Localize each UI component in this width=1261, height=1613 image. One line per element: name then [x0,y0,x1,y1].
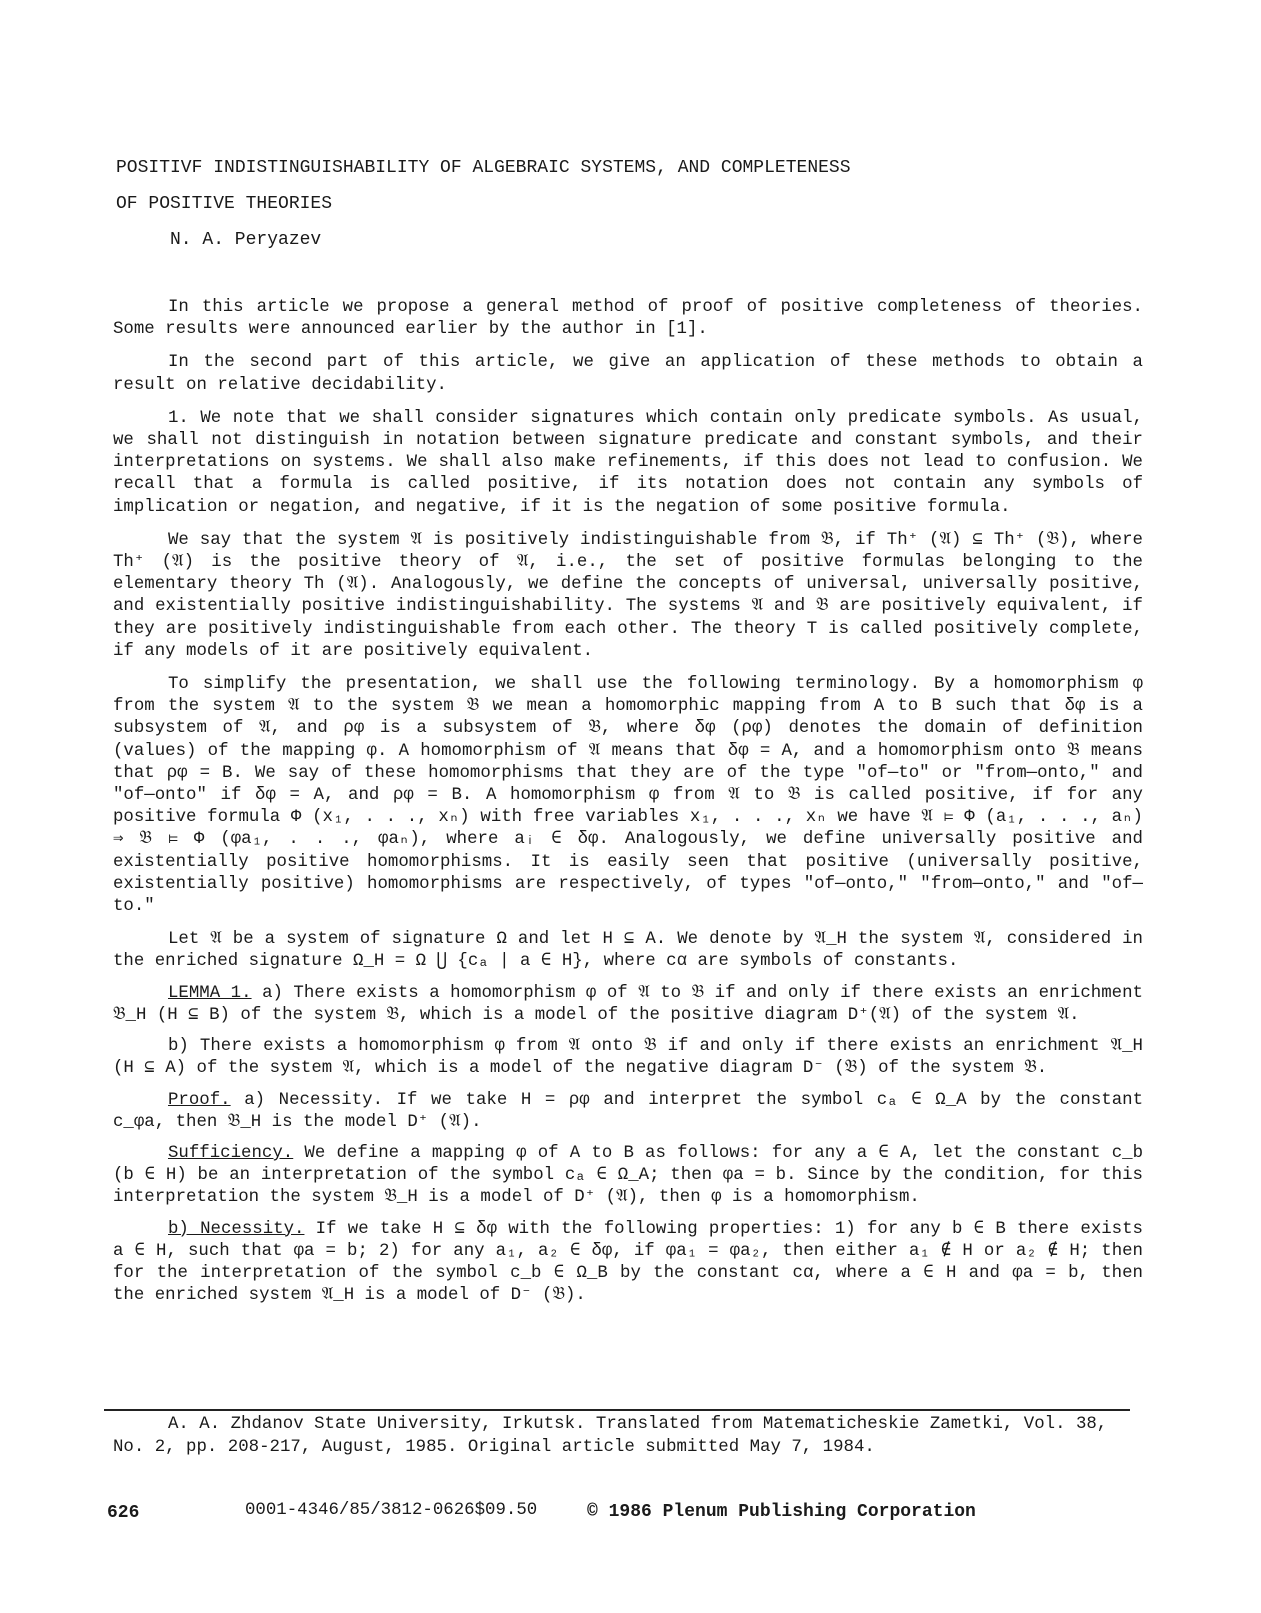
paragraph-signatures: 1. We note that we shall consider signatures which contain only predicate symbols. As usual, we shall not distinguish in notation between signature predicate and constant symbols, and their interpretations on systems. We shall also make refinements, if this does not lead to confusion. We recall that a formula is called positive, if its notation does not contain any symbols of implication or negation, and negative, if it is the negation of some positive formula. [113,408,1143,517]
author-name: N. A. Peryazev [170,230,322,250]
footnote-text: A. A. Zhdanov State University, Irkutsk. Translated from Matematicheskie Zametki, Vol. 38, No. 2, pp. 208-217, August, 1985. Original article submitted May 7, 1984. [113,1415,1108,1457]
title-line-1: POSITIVF INDISTINGUISHABILITY OF ALGEBRAIC SYSTEMS, AND COMPLETENESS [116,158,851,178]
lemma-1-a [113,983,1143,1027]
title-line-2: OF POSITIVE THEORIES [116,194,333,214]
paragraph-indistinguishable: We say that the system 𝔄 is positively indistinguishable from 𝔅, if Th⁺ (𝔄) ⊆ Th⁺ (𝔅), where Th⁺ (𝔄) is the positive theory of 𝔄, i.e., the set of positive formulas belonging to the elementary theory Th (𝔄). Analogously, we define the concepts of universal, universally positive, and existentially positive indistinguishability. The systems 𝔄 and 𝔅 are positively equivalent, if they are positively indistinguishable from each other. The theory T is called positively complete, if any models of it are positively equivalent. [113,530,1143,661]
necessity-label: b) Necessity. [168,1219,305,1239]
article-code: 0001-4346/85/3812-0626$09.50 [245,1501,538,1520]
lemma-a-text: a) There exists a homomorphism φ of 𝔄 to 𝔅 if and only if there exists an enrichment 𝔅_H (H ⊆ B) of the system 𝔅, which is a model of the positive diagram D⁺(𝔄) of the system 𝔄. [113,983,1143,1025]
sufficiency-label: Sufficiency. [168,1143,294,1163]
proof-label: Proof. [168,1090,231,1110]
copyright-notice: © 1986 Plenum Publishing Corporation [587,1502,976,1522]
proof-b-necessity [113,1219,1143,1308]
proof-sufficiency [113,1143,1143,1210]
footnote [113,1413,1143,1459]
necessity-text: If we take H ⊆ δφ with the following properties: 1) for any b ∈ B there exists a ∈ H, such that φa = b; 2) for any a₁, a₂ ∈ δφ, if φa₁ = φa₂, then either a₁ ∉ H or a₂ ∉ H; then for the interpretation of the symbol c_b ∈ Ω_B by the constant cα, where a ∈ H and φa = b, then the enriched system 𝔄_H is a model of D⁻ (𝔅). [113,1219,1143,1306]
article-body [113,297,1143,1316]
paragraph-intro: In this article we propose a general method of proof of positive completeness of theories. Some results were announced earlier by the author in [1]. [113,298,1143,340]
paragraph-terminology: To simplify the presentation, we shall use the following terminology. By a homomorphism φ from the system 𝔄 to the system 𝔅 we mean a homomorphic mapping from A to B such that δφ is a subsystem of 𝔄, and ρφ is a subsystem of 𝔅, where δφ (ρφ) denotes the domain of definition (values) of the mapping φ. A homomorphism of 𝔄 means that δφ = A, and a homomorphism onto 𝔅 means that ρφ = B. We say of these homomorphisms that they are of the type "of—to" or "from—onto," and "of—onto" if δφ = A, and ρφ = B. A homomorphism φ from 𝔄 to 𝔅 is called positive, if for any positive formula Φ (x₁, . . ., xₙ) with free variables x₁, . . ., xₙ we have 𝔄 ⊨ Φ (a₁, . . ., aₙ) ⇒ 𝔅 ⊨ Φ (φa₁, . . ., φaₙ), where aᵢ ∈ δφ. Analogously, we define universally positive and existentially positive homomorphisms. It is easily seen that positive (universally positive, existentially positive) homomorphisms are respectively, of types "of—onto," "from—onto," and "of—to." [113,675,1143,917]
paragraph-second-part: In the second part of this article, we give an application of these methods to obtain a result on relative decidability. [113,353,1143,395]
article-title [116,150,851,222]
sufficiency-text: We define a mapping φ of A to B as follows: for any a ∈ A, let the constant c_b (b ∈ H) be an interpretation of the symbol cₐ ∈ Ω_A; then φa = b. Since by the condition, for this interpretation the system 𝔅_H is a model of D⁺ (𝔄), then φ is a homomorphism. [113,1143,1144,1208]
proof-a [113,1090,1143,1134]
footnote-divider [104,1409,1130,1411]
lemma-label: LEMMA 1. [168,983,252,1003]
proof-text: a) Necessity. If we take H = ρφ and interpret the symbol cₐ ∈ Ω_A by the constant c_φa, then 𝔅_H is the model D⁺ (𝔄). [113,1090,1144,1132]
lemma-1-b: b) There exists a homomorphism φ from 𝔄 onto 𝔅 if and only if there exists an enrichment 𝔄_H (H ⊆ A) of the system 𝔄, which is a model of the negative diagram D⁻ (𝔅) of the system 𝔅. [113,1037,1143,1079]
paragraph-enriched-signature: Let 𝔄 be a system of signature Ω and let H ⊆ A. We denote by 𝔄_H the system 𝔄, considered in the enriched signature Ω_H = Ω ⋃ {cₐ | a ∈ H}, where cα are symbols of constants. [113,930,1143,972]
page-number: 626 [107,1503,140,1523]
